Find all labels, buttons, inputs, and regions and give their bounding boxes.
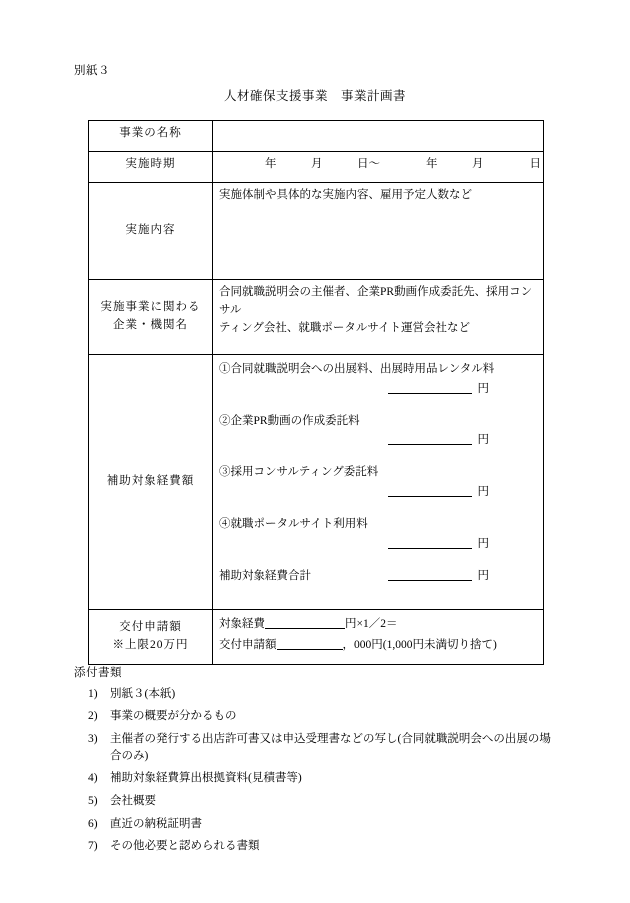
label-application-line1: 交付申請額 <box>119 621 182 634</box>
expense-item-1-unit: 円 <box>477 382 489 395</box>
attachment-text-3: 主催者の発行する出店許可書又は申込受理書などの写し(合同就職説明会への出展の場合のみ) <box>110 732 551 762</box>
attachment-text-4: 補助対象経費算出根拠資料(見積書等) <box>110 772 302 785</box>
expense-item-2-amount[interactable] <box>219 432 537 450</box>
field-business-name[interactable] <box>213 121 544 152</box>
label-application-amount <box>89 610 213 665</box>
label-related-companies <box>89 280 213 355</box>
field-related-companies[interactable] <box>213 280 544 355</box>
label-application-line2: ※上限20万円 <box>112 639 189 651</box>
field-period[interactable] <box>213 152 544 183</box>
related-value-line1: 合同就職説明会の主催者、企業PR動画作成委託先、採用コンサル <box>219 286 533 316</box>
attachments-list <box>74 686 554 855</box>
application-line-1-blank[interactable] <box>265 617 345 630</box>
attachment-num-6: 6) <box>88 817 98 830</box>
expense-item-4-text: ④就職ポータルサイト利用料 <box>219 517 368 530</box>
attachments-section <box>74 668 554 861</box>
expense-item-1-blank[interactable] <box>388 381 472 394</box>
expense-total-amount[interactable] <box>388 568 538 586</box>
period-value: 年 月 日～ 年 月 日 <box>265 158 541 170</box>
application-line-1[interactable] <box>219 616 537 634</box>
attachment-num-3: 3) <box>88 732 98 745</box>
expense-item-3-blank[interactable] <box>388 485 472 498</box>
expense-total-row <box>219 568 537 586</box>
form-number-label: 別紙３ <box>74 65 110 77</box>
attachment-num-2: 2) <box>88 710 98 723</box>
list-item <box>88 770 554 787</box>
table-row-application-amount <box>89 610 544 665</box>
expense-item-3-amount[interactable] <box>219 484 537 502</box>
attachment-text-5: 会社概要 <box>110 794 156 807</box>
table-row-period <box>89 152 544 183</box>
expense-item-3-unit: 円 <box>477 486 489 499</box>
application-line-1-mid: 円×1／2＝ <box>345 618 398 630</box>
application-line-2-label: 交付申請額 <box>219 638 277 651</box>
list-item <box>88 686 554 703</box>
expense-item-3-text: ③採用コンサルティング委託料 <box>219 466 379 479</box>
expense-item-2-text: ②企業PR動画の作成委託料 <box>219 414 360 427</box>
attachment-text-7: その他必要と認められる書類 <box>110 840 260 853</box>
expense-item-1-text: ①合同就職説明会への出展料、出展時用品レンタル料 <box>219 363 495 375</box>
attachment-text-1: 別紙３(本紙) <box>110 687 176 700</box>
label-content: 実施内容 <box>89 183 213 280</box>
expense-total-label: 補助対象経費合計 <box>219 569 311 582</box>
attachment-num-4: 4) <box>88 772 98 785</box>
list-item <box>88 793 554 810</box>
table-row-expenses <box>89 355 544 610</box>
attachment-num-5: 5) <box>88 794 98 807</box>
attachment-num-1: 1) <box>88 687 98 700</box>
label-expenses: 補助対象経費額 <box>89 355 213 610</box>
table-row-business-name <box>89 121 544 152</box>
field-expenses[interactable] <box>213 355 544 610</box>
expense-item-1-amount[interactable] <box>219 381 537 399</box>
table-row-related-companies <box>89 280 544 355</box>
table-row-content <box>89 183 544 280</box>
attachment-num-7: 7) <box>88 840 98 853</box>
attachment-text-2: 事業の概要が分かるもの <box>110 710 237 723</box>
application-line-2[interactable] <box>219 637 537 655</box>
expense-total-unit: 円 <box>477 569 489 582</box>
expense-total-blank[interactable] <box>388 568 472 581</box>
label-business-name: 事業の名称 <box>89 121 213 152</box>
application-line-1-label: 対象経費 <box>219 618 265 630</box>
expense-item-4-amount[interactable] <box>219 536 537 554</box>
list-item <box>88 838 554 855</box>
page-title: 人材確保支援事業 事業計画書 <box>223 89 406 103</box>
list-item <box>88 816 554 833</box>
expense-item-2-blank[interactable] <box>388 433 472 446</box>
application-line-2-mid: ，000円(1,000円未満切り捨て) <box>342 638 497 651</box>
expense-item-4-blank[interactable] <box>388 536 472 549</box>
attachments-title: 添付書類 <box>74 667 122 679</box>
expense-item-2-unit: 円 <box>477 434 489 447</box>
attachment-text-6: 直近の納税証明書 <box>110 817 202 830</box>
list-item <box>88 708 554 725</box>
field-content[interactable]: 実施体制や具体的な実施内容、雇用予定人数など <box>213 183 544 280</box>
application-line-2-blank[interactable] <box>277 637 343 650</box>
label-related-line1: 実施事業に関わる <box>100 301 201 314</box>
label-related-line2: 企業・機関名 <box>113 319 188 331</box>
related-value-line2: ティング会社、就職ポータルサイト運営会社など <box>219 321 471 334</box>
label-period: 実施時期 <box>89 152 213 183</box>
business-plan-table <box>88 120 544 665</box>
expense-item-4-unit: 円 <box>477 537 489 550</box>
field-application-amount[interactable] <box>213 610 544 665</box>
list-item <box>88 731 554 764</box>
